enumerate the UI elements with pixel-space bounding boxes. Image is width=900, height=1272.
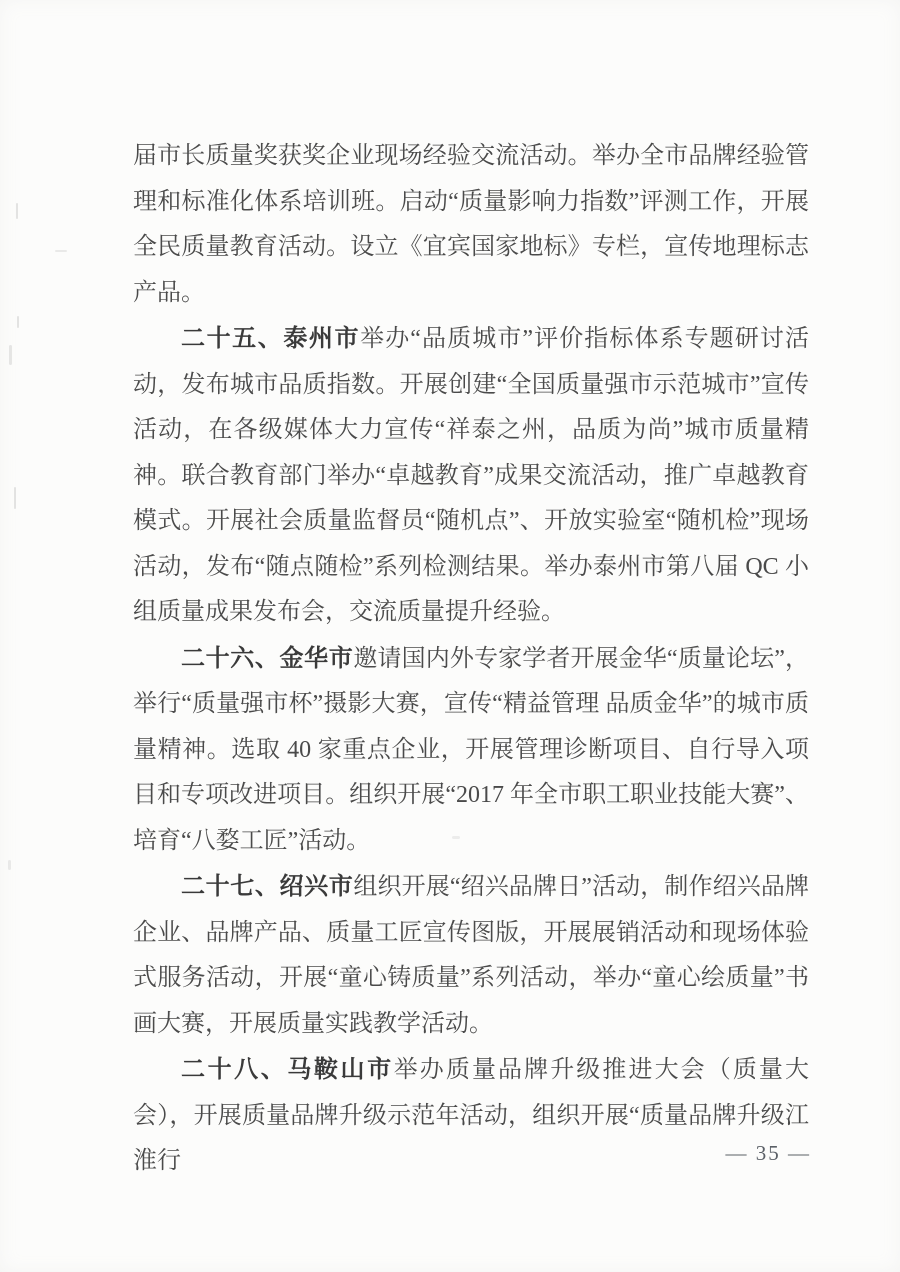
text-block [133, 134, 809, 1185]
paragraph-heading: 二十七、绍兴市 [181, 873, 354, 900]
paragraph: 届市长质量奖获奖企业现场经验交流活动。举办全市品牌经验管理和标准化体系培训班。启动“质量影响力指数”评测工作，开展全民质量教育活动。设立《宜宾国家地标》专栏，宣传地理标志产品。 [133, 143, 809, 306]
scan-artifact [14, 487, 16, 509]
scan-artifact [55, 250, 67, 252]
paragraph-heading: 二十六、金华市 [181, 644, 354, 672]
scan-artifact [17, 316, 19, 328]
scan-artifact [8, 860, 11, 870]
scan-artifact [9, 345, 12, 365]
paragraph: 二十六、金华市邀请国内外专家学者开展金华“质量论坛”，举行“质量强市杯”摄影大赛，宣传“精益管理 品质金华”的城市质量精神。选取 40 家重点企业，开展管理诊断项目、自行导入项目和专项改进项目。组织开展“2017 年全市职工职业技能大赛”、培育“八婺工匠”活动。 [133, 644, 809, 854]
paragraph: 二十五、泰州市举办“品质城市”评价指标体系专题研讨活动，发布城市品质指数。开展创建“全国质量强市示范城市”宣传活动，在各级媒体大力宣传“祥泰之州，品质为尚”城市质量精神。联合教育部门举办“卓越教育”成果交流活动，推广卓越教育模式。开展社会质量监督员“随机点”、开放实验室“随机检”现场活动，发布“随点随检”系列检测结果。举办泰州市第八届 QC 小组质量成果发布会，交流质量提升经验。 [133, 325, 810, 625]
scan-artifact [452, 836, 460, 839]
paragraph-heading: 二十五、泰州市 [181, 325, 361, 352]
page-number: — 35 — [725, 1141, 811, 1165]
paragraph: 二十八、马鞍山市举办质量品牌升级推进大会（质量大会），开展质量品牌升级示范年活动，组织开展“质量品牌升级江淮行 [133, 1056, 810, 1174]
paragraph-heading: 二十八、马鞍山市 [181, 1056, 394, 1083]
paragraph: 二十七、绍兴市组织开展“绍兴品牌日”活动，制作绍兴品牌企业、品牌产品、质量工匠宣传图版，开展展销活动和现场体验式服务活动，开展“童心铸质量”系列活动，举办“童心绘质量”书画大赛，开展质量实践教学活动。 [133, 873, 809, 1037]
scan-artifact [16, 203, 18, 219]
